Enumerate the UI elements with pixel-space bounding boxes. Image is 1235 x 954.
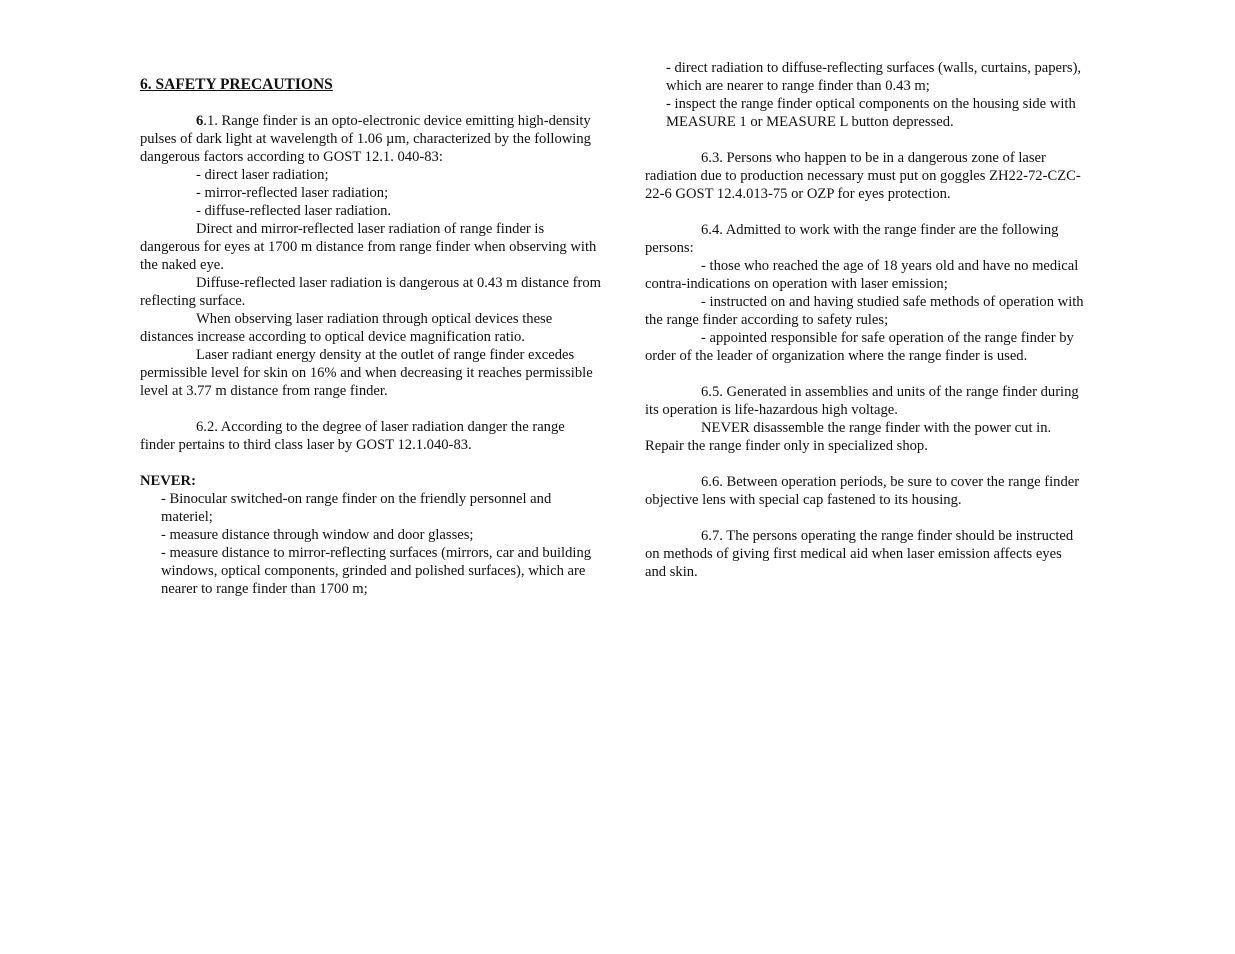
never-item: - measure distance to mirror-reflecting surfaces (mirrors, car and building windows, optical components, grinded and polished surfaces), which are nearer to range finder than 1700 m; — [161, 545, 592, 597]
spacer — [645, 203, 1085, 221]
paragraph-6-1-text: .1. Range finder is an opto-electronic device emitting high-density pulses of dark light at wavelength of 1.06 µm, characterized by the following dangerous factors according to GOST 12.1. 040-83: — [140, 113, 591, 165]
paragraph-6-6: 6.6. Between operation periods, be sure to cover the range finder objective lens with special cap fastened to its housing. — [645, 474, 1080, 508]
section-heading: 6. SAFETY PRECAUTIONS — [140, 76, 333, 93]
never-item: - Binocular switched-on range finder on the friendly personnel and materiel; — [161, 491, 552, 525]
never-item: - direct radiation to diffuse-reflecting surfaces (walls, curtains, papers), which are nearer to range finder than 0.43 m; — [666, 60, 1082, 94]
factor-item: - diffuse-reflected laser radiation. — [196, 203, 392, 219]
spacer — [645, 455, 1085, 473]
spacer — [645, 131, 1085, 149]
factor-item: - mirror-reflected laser radiation; — [196, 185, 389, 201]
right-column — [645, 59, 1085, 581]
spacer — [645, 509, 1085, 527]
factor-item: - direct laser radiation; — [196, 167, 329, 183]
paragraph-direct-radiation: Direct and mirror-reflected laser radiation of range finder is dangerous for eyes at 1700 m distance from range finder when observing with the naked eye. — [140, 221, 597, 273]
paragraph-6-1-number: 6 — [196, 113, 204, 129]
persons-item: - appointed responsible for safe operation of the range finder by order of the leader of organization where the range finder is used. — [645, 330, 1074, 364]
paragraph-6-5-never: NEVER disassemble the range finder with the power cut in. Repair the range finder only in specialized shop. — [645, 420, 1052, 454]
left-column — [140, 75, 602, 598]
paragraph-6-5: 6.5. Generated in assemblies and units of the range finder during its operation is life-hazardous high voltage. — [645, 384, 1079, 418]
spacer — [645, 365, 1085, 383]
paragraph-6-2: 6.2. According to the degree of laser radiation danger the range finder pertains to third class laser by GOST 12.1.040-83. — [140, 419, 565, 453]
paragraph-6-4: 6.4. Admitted to work with the range finder are the following persons: — [645, 222, 1059, 256]
paragraph-6-1 — [140, 112, 602, 166]
paragraph-optical-devices: When observing laser radiation through optical devices these distances increase according to optical device magnification ratio. — [140, 311, 553, 345]
never-item: - inspect the range finder optical components on the housing side with MEASURE 1 or MEASURE L button depressed. — [666, 96, 1076, 130]
spacer — [140, 454, 602, 472]
paragraph-6-3: 6.3. Persons who happen to be in a dangerous zone of laser radiation due to production necessary must put on goggles ZH22-72-CZC-22-6 GOST 12.4.013-75 or OZP for eyes protection. — [645, 150, 1081, 202]
persons-item: - instructed on and having studied safe methods of operation with the range finder according to safety rules; — [645, 294, 1084, 328]
spacer — [140, 400, 602, 418]
never-item: - measure distance through window and door glasses; — [161, 527, 474, 543]
paragraph-6-7: 6.7. The persons operating the range finder should be instructed on methods of giving first medical aid when laser emission affects eyes and skin. — [645, 528, 1074, 580]
never-title: NEVER: — [140, 473, 196, 489]
persons-item: - those who reached the age of 18 years old and have no medical contra-indications on operation with laser emission; — [645, 258, 1079, 292]
paragraph-diffuse-radiation: Diffuse-reflected laser radiation is dangerous at 0.43 m distance from reflecting surface. — [140, 275, 601, 309]
paragraph-energy-density: Laser radiant energy density at the outlet of range finder excedes permissible level for skin on 16% and when decreasing it reaches permissible level at 3.77 m distance from range finder. — [140, 347, 593, 399]
